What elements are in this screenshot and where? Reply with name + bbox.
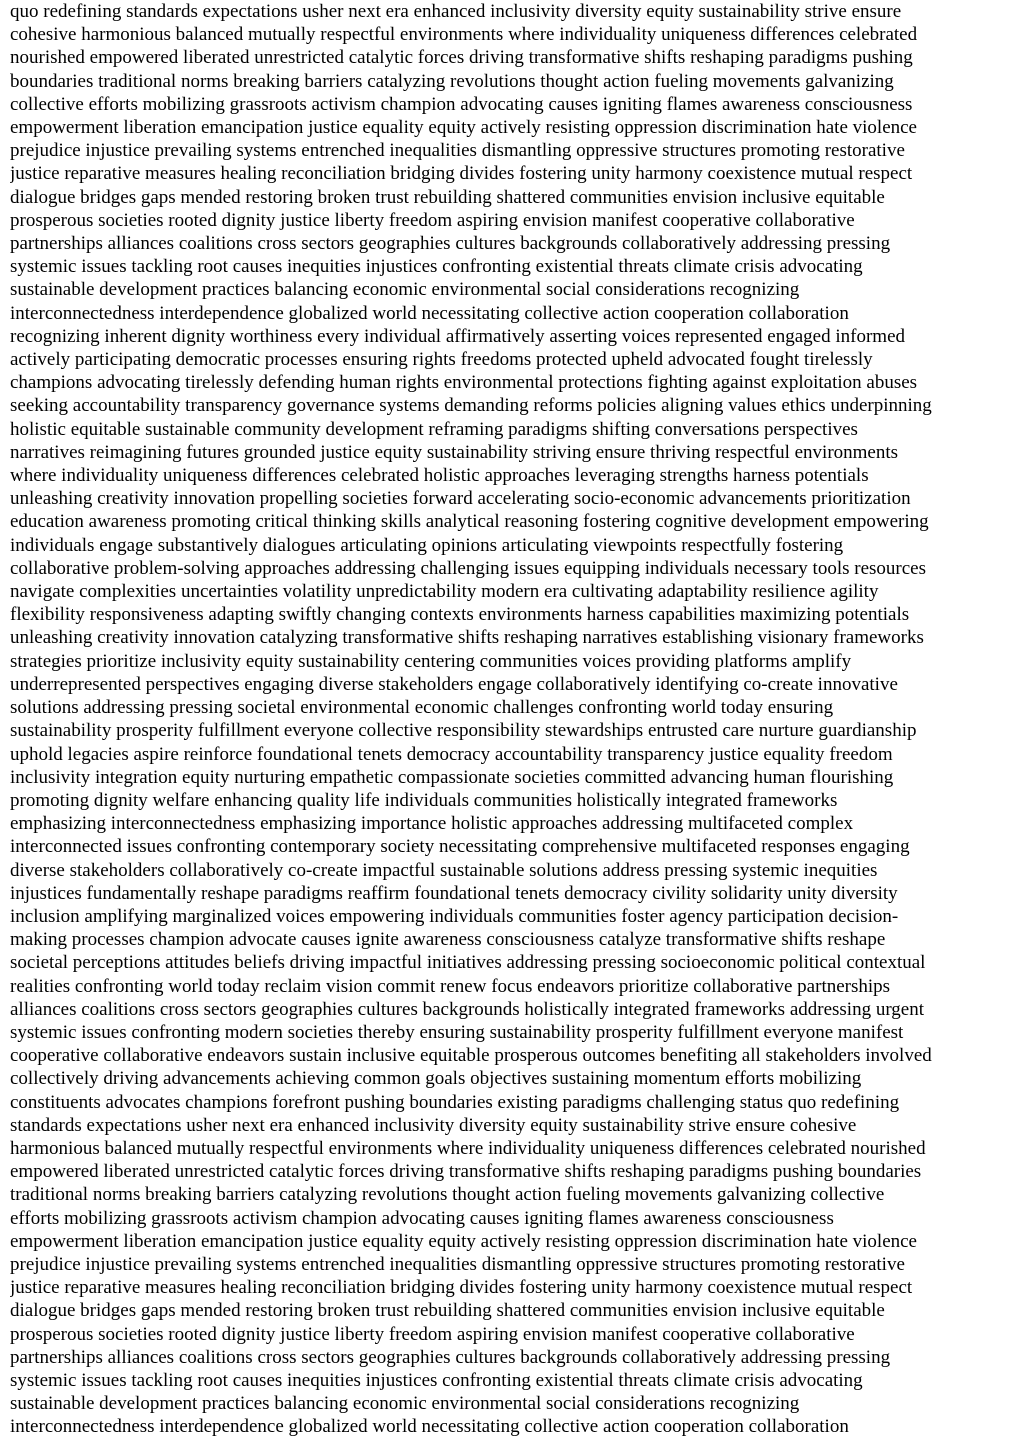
text-line: constituents advocates champions forefront pushing boundaries existing paradigms challenging status quo redefining: [10, 1091, 900, 1113]
text-line: sustainability prosperity fulfillment everyone collective responsibility stewardships entrusted care nurture guardianship: [10, 720, 917, 742]
text-line: unleashing creativity innovation catalyzing transformative shifts reshaping narratives establishing visionary frameworks: [10, 627, 924, 649]
text-line: empowerment liberation emancipation justice equality equity actively resisting oppression discrimination hate violence: [10, 117, 917, 139]
text-line: systemic issues confronting modern societies thereby ensuring sustainability prosperity fulfillment everyone manifest: [10, 1021, 904, 1043]
body-text: [10, 0, 1016, 1439]
text-line: efforts mobilizing grassroots activism champion advocating causes igniting flames awareness consciousness: [10, 1207, 834, 1229]
text-line: solutions addressing pressing societal environmental economic challenges confronting world today ensuring: [10, 697, 834, 719]
text-line: interconnectedness interdependence globalized world necessitating collective action cooperation collaboration: [10, 1416, 849, 1438]
text-line: cohesive harmonious balanced mutually respectful environments where individuality uniqueness differences celebrated: [10, 24, 918, 46]
text-line: interconnectedness interdependence globalized world necessitating collective action cooperation collaboration: [10, 302, 849, 324]
text-line: emphasizing interconnectedness emphasizing importance holistic approaches addressing multifaceted complex: [10, 813, 854, 835]
text-line: unleashing creativity innovation propelling societies forward accelerating socio-economic advancements prioritization: [10, 488, 911, 510]
text-line: realities confronting world today reclaim vision commit renew focus endeavors prioritize collaborative partnerships: [10, 975, 891, 997]
text-line: boundaries traditional norms breaking barriers catalyzing revolutions thought action fueling movements galvanizing: [10, 70, 894, 92]
text-line: inclusion amplifying marginalized voices empowering individuals communities foster agency participation decision-: [10, 905, 899, 927]
text-line: societal perceptions attitudes beliefs driving impactful initiatives addressing pressing socioeconomic political contextual: [10, 952, 926, 974]
text-line: cooperative collaborative endeavors sustain inclusive equitable prosperous outcomes benefiting all stakeholders involved: [10, 1045, 932, 1067]
text-line: individuals engage substantively dialogues articulating opinions articulating viewpoints respectfully fostering: [10, 534, 844, 556]
text-line: empowerment liberation emancipation justice equality equity actively resisting oppression discrimination hate violence: [10, 1230, 917, 1252]
text-line: champions advocating tirelessly defending human rights environmental protections fighting against exploitation abuses: [10, 372, 918, 394]
text-line: holistic equitable sustainable community development reframing paradigms shifting conversations perspectives: [10, 418, 858, 440]
text-line: education awareness promoting critical thinking skills analytical reasoning fostering cognitive development empowering: [10, 511, 929, 533]
text-line: strategies prioritize inclusivity equity sustainability centering communities voices providing platforms amplify: [10, 650, 852, 672]
text-line: partnerships alliances coalitions cross sectors geographies cultures backgrounds collaboratively addressing pressing: [10, 1346, 891, 1368]
text-line: injustices fundamentally reshape paradigms reaffirm foundational tenets democracy civility solidarity unity diversity: [10, 882, 898, 904]
text-line: systemic issues tackling root causes inequities injustices confronting existential threats climate crisis advocating: [10, 1369, 863, 1391]
text-line: underrepresented perspectives engaging diverse stakeholders engage collaboratively identifying co-create innovative: [10, 673, 898, 695]
text-line: uphold legacies aspire reinforce foundational tenets democracy accountability transparency justice equality freedom: [10, 743, 893, 765]
text-line: prosperous societies rooted dignity justice liberty freedom aspiring envision manifest cooperative collaborative: [10, 1323, 855, 1345]
text-line: partnerships alliances coalitions cross sectors geographies cultures backgrounds collaboratively addressing pressing: [10, 233, 891, 255]
text-line: actively participating democratic processes ensuring rights freedoms protected upheld advocated fought tirelessly: [10, 349, 873, 371]
text-line: where individuality uniqueness differences celebrated holistic approaches leveraging strengths harness potentials: [10, 465, 869, 487]
text-line: collectively driving advancements achieving common goals objectives sustaining momentum efforts mobilizing: [10, 1068, 862, 1090]
text-line: dialogue bridges gaps mended restoring broken trust rebuilding shattered communities envision inclusive equitable: [10, 1300, 885, 1322]
text-line: inclusivity integration equity nurturing empathetic compassionate societies committed advancing human flourishing: [10, 766, 894, 788]
text-line: empowered liberated unrestricted catalytic forces driving transformative shifts reshaping paradigms pushing boundaries: [10, 1161, 922, 1183]
text-line: collective efforts mobilizing grassroots activism champion advocating causes igniting flames awareness consciousness: [10, 93, 913, 115]
text-line: prosperous societies rooted dignity justice liberty freedom aspiring envision manifest cooperative collaborative: [10, 209, 855, 231]
text-line: prejudice injustice prevailing systems entrenched inequalities dismantling oppressive structures promoting restorative: [10, 140, 905, 162]
text-line: standards expectations usher next era enhanced inclusivity diversity equity sustainability strive ensure cohesive: [10, 1114, 857, 1136]
text-line: recognizing inherent dignity worthiness every individual affirmatively asserting voices represented engaged informed: [10, 325, 906, 347]
text-line: collaborative problem-solving approaches addressing challenging issues equipping individuals necessary tools resources: [10, 557, 926, 579]
text-line: systemic issues tackling root causes inequities injustices confronting existential threats climate crisis advocating: [10, 256, 863, 278]
text-line: sustainable development practices balancing economic environmental social considerations recognizing: [10, 1393, 800, 1415]
text-line: quo redefining standards expectations usher next era enhanced inclusivity diversity equity sustainability strive ensure: [10, 1, 902, 22]
text-line: traditional norms breaking barriers catalyzing revolutions thought action fueling movements galvanizing collective: [10, 1184, 885, 1206]
text-line: sustainable development practices balancing economic environmental social considerations recognizing: [10, 279, 800, 301]
text-line: navigate complexities uncertainties volatility unpredictability modern era cultivating adaptability resilience agility: [10, 581, 879, 603]
text-line: dialogue bridges gaps mended restoring broken trust rebuilding shattered communities envision inclusive equitable: [10, 186, 885, 208]
text-line: diverse stakeholders collaboratively co-create impactful sustainable solutions address pressing systemic inequities: [10, 859, 878, 881]
text-line: justice reparative measures healing reconciliation bridging divides fostering unity harmony coexistence mutual respect: [10, 1277, 913, 1299]
text-line: flexibility responsiveness adapting swiftly changing contexts environments harness capabilities maximizing potentials: [10, 604, 910, 626]
text-line: nourished empowered liberated unrestricted catalytic forces driving transformative shifts reshaping paradigms pushing: [10, 47, 913, 69]
text-line: harmonious balanced mutually respectful environments where individuality uniqueness differences celebrated nourished: [10, 1137, 926, 1159]
text-line: interconnected issues confronting contemporary society necessitating comprehensive multifaceted responses engaging: [10, 836, 910, 858]
text-line: making processes champion advocate causes ignite awareness consciousness catalyze transformative shifts reshape: [10, 929, 886, 951]
text-line: seeking accountability transparency governance systems demanding reforms policies aligning values ethics underpinning: [10, 395, 932, 417]
text-line: justice reparative measures healing reconciliation bridging divides fostering unity harmony coexistence mutual respect: [10, 163, 913, 185]
text-line: narratives reimagining futures grounded justice equity sustainability striving ensure thriving respectful environments: [10, 441, 899, 463]
text-line: promoting dignity welfare enhancing quality life individuals communities holistically integrated frameworks: [10, 789, 838, 811]
text-line: alliances coalitions cross sectors geographies cultures backgrounds holistically integrated frameworks addressing urgent: [10, 998, 925, 1020]
text-line: prejudice injustice prevailing systems entrenched inequalities dismantling oppressive structures promoting restorative: [10, 1253, 905, 1275]
